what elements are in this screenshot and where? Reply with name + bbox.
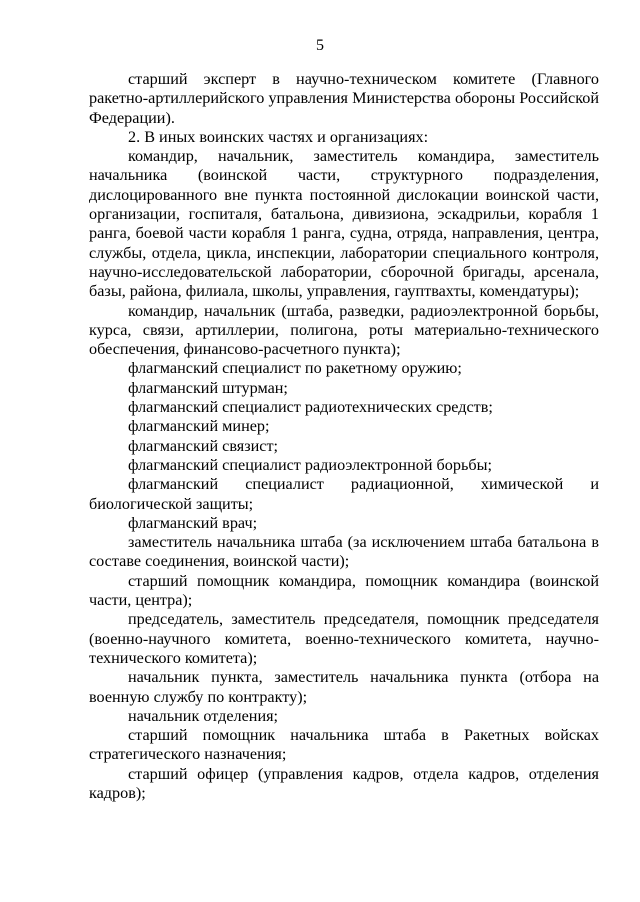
page-number: 5 [316,37,324,54]
list-item: командир, начальник (штаба, разведки, радиоэлектронной борьбы, курса, связи, артиллерии, полигона, роты материально-технического обеспечения, финансово-расчетного пункта); [89,301,599,359]
section-heading: 2. В иных воинских частях и организациях: [128,127,429,146]
paragraph: старший эксперт в научно-техническом комитете (Главного ракетно-артиллерийского управления Министерства обороны Российской Федерации). [89,70,599,127]
list-item: командир, начальник, заместитель командира, заместитель начальника (воинской части, структурного подразделения, дислоцированного вне пункта постоянной дислокации воинской части, организации, госпиталя, батальона, дивизиона, эскадрильи, корабля 1 ранга, боевой части корабля 1 ранга, судна, отряда, направления, центра, службы, отдела, цикла, инспекции, лаборатории специального контроля, научно-исследовательской лаборатории, сборочной бригады, арсенала, базы, района, филиала, школы, управления, гауптвахты, комендатуры); [89,147,599,301]
list-item: старший офицер (управления кадров, отдела кадров, отделения кадров); [89,764,599,802]
list-item: флагманский специалист радиоэлектронной борьбы; [128,455,492,474]
document-body [89,70,599,803]
list-item: флагманский врач; [128,513,258,532]
list-item: флагманский специалист радиотехнических средств; [128,398,493,417]
list-item: начальник пункта, заместитель начальника пункта (отбора на военную службу по контракту); [89,668,599,706]
list-item: флагманский специалист радиационной, химической и биологической защиты; [89,475,599,513]
list-item: флагманский связист; [128,436,279,455]
list-item: старший помощник командира, помощник командира (воинской части, центра); [89,571,599,610]
list-item: начальник отделения; [128,706,279,725]
list-item: заместитель начальника штаба (за исключением штаба батальона в составе соединения, воинской части); [89,533,599,571]
list-item: председатель, заместитель председателя, помощник председателя (военно-научного комитета, военно-технического комитета, научно-технического комитета); [89,610,599,667]
list-item: флагманский штурман; [128,378,288,397]
list-item: флагманский специалист по ракетному оружию; [128,359,462,378]
list-item: старший помощник начальника штаба в Ракетных войсках стратегического назначения; [89,726,599,764]
list-item: флагманский минер; [128,417,270,436]
